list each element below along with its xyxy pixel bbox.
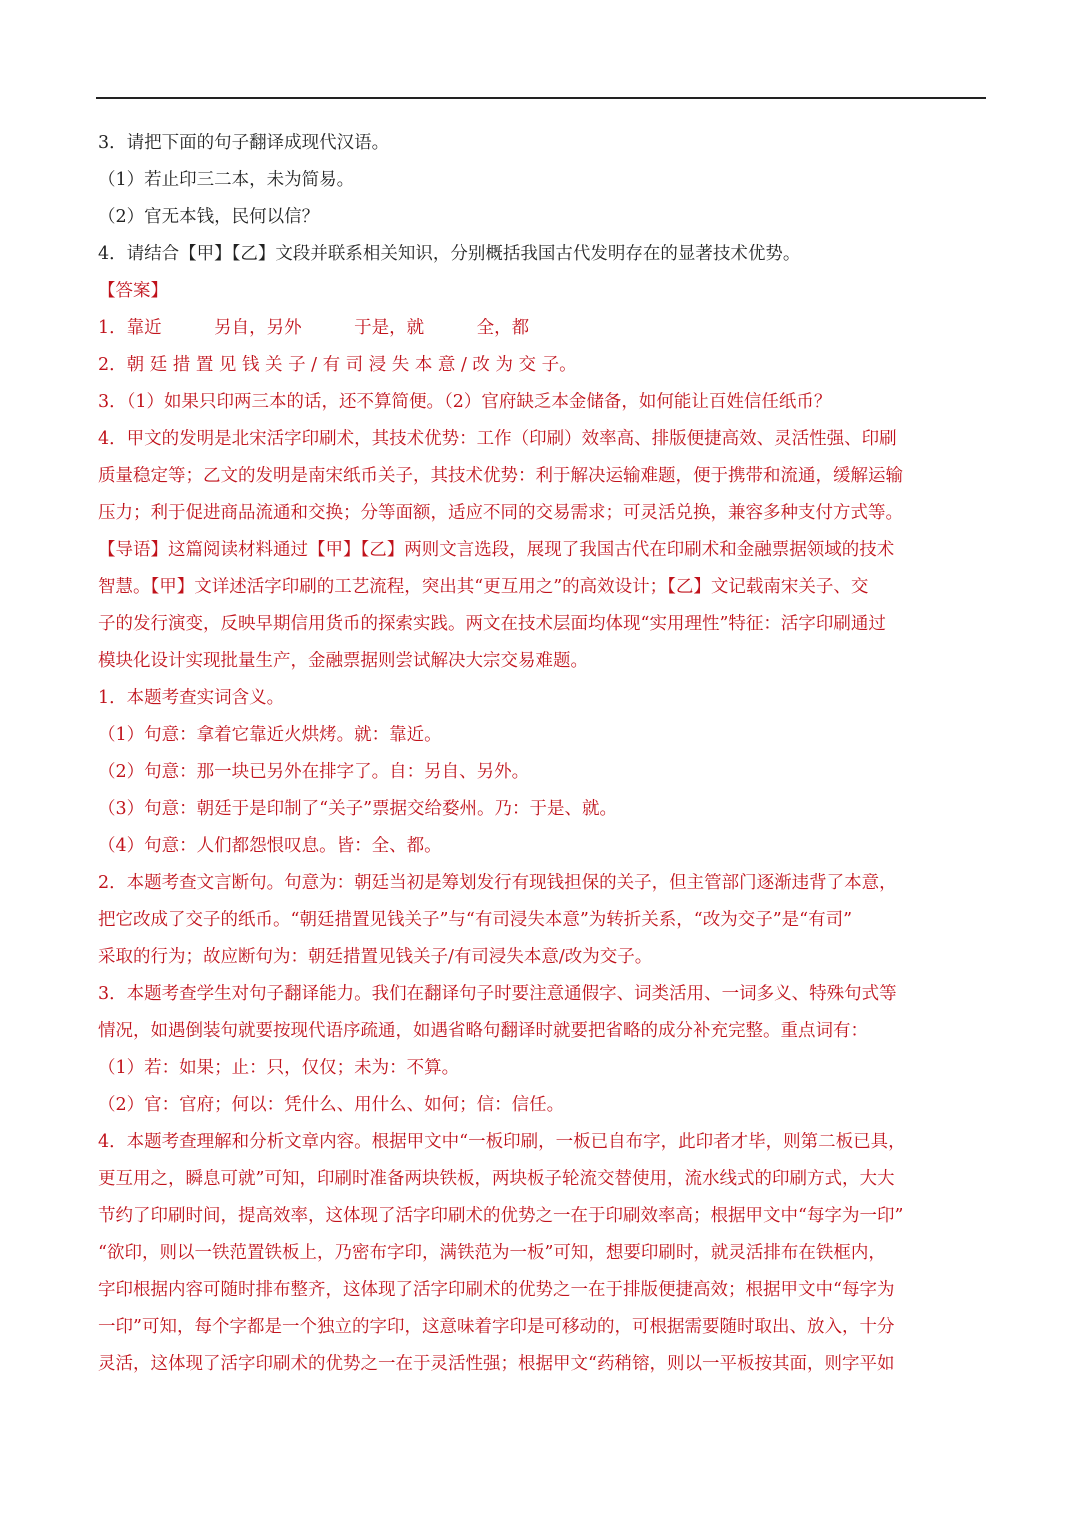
analysis-line: “欲印，则以一铁范置铁板上，乃密布字印，满铁范为一板”可知，想要印刷时，就灵活排布在铁框内， [98,1243,886,1263]
analysis-line: 情况，如遇倒装句就要按现代语序疏通，如遇省略句翻译时就要把省略的成分补充完整。重点词有： [98,1021,868,1041]
answer-line: 3．（1）如果只印两三本的话，还不算简便。（2）官府缺乏本金储备，如何能让百姓信任纸币？ [98,392,832,412]
analysis-line: 采取的行为；故应断句为：朝廷措置见钱关子/有司浸失本意/改为交子。 [98,947,653,967]
answer-line: 1．靠近 另自，另外 于是，就 全，都 [98,318,530,338]
guide-line: 子的发行演变，反映早期信用货币的探索实践。两文在技术层面均体现“实用理性”特征：活字印刷通过 [98,614,886,634]
answer-line: 质量稳定等；乙文的发明是南宋纸币关子，其技术优势：利于解决运输难题，便于携带和流通，缓解运输 [98,466,903,486]
guide-line: 模块化设计实现批量生产，金融票据则尝试解决大宗交易难题。 [98,651,588,671]
analysis-line: 2．本题考查文言断句。句意为：朝廷当初是筹划发行有现钱担保的关子，但主管部门逐渐违背了本意， [98,873,897,893]
answer-line: 2．朝 廷 措 置 见 钱 关 子 / 有 司 浸 失 本 意 / 改 为 交 子。 [98,355,577,375]
question-3-sentence-1: （1）若止印三二本，未为简易。 [98,170,355,190]
analysis-line: 更互用之，瞬息可就”可知，印刷时准备两块铁板，两块板子轮流交替使用，流水线式的印刷方式，大大 [98,1169,895,1189]
question-3-sentence-2: （2）官无本钱，民何以信？ [98,207,320,227]
analysis-line: 字印根据内容可随时排布整齐，这体现了活字印刷术的优势之一在于排版便捷高效；根据甲文中“每字为 [98,1280,895,1300]
answer-label: 【答案】 [98,281,168,301]
analysis-line: （1）句意：拿着它靠近火烘烤。就：靠近。 [98,725,442,745]
analysis-line: （2）官：官府；何以：凭什么、用什么、如何；信：信任。 [98,1095,565,1115]
analysis-line: （4）句意：人们都怨恨叹息。皆：全、都。 [98,836,442,856]
header-rule [96,97,986,99]
analysis-line: （1）若：如果；止：只，仅仅；未为：不算。 [98,1058,460,1078]
guide-line: 智慧。【甲】文详述活字印刷的工艺流程，突出其“更互用之”的高效设计；【乙】文记载南宋关子、交 [98,577,869,597]
analysis-line: 节约了印刷时间，提高效率，这体现了活字印刷术的优势之一在于印刷效率高；根据甲文中“每字为一印” [98,1206,904,1226]
document-body [98,125,978,1383]
analysis-line: 一印”可知，每个字都是一个独立的字印，这意味着字印是可移动的，可根据需要随时取出、放入，十分 [98,1317,895,1337]
question-4: 4．请结合【甲】【乙】文段并联系相关知识，分别概括我国古代发明存在的显著技术优势。 [98,244,801,264]
analysis-line: 灵活，这体现了活字印刷术的优势之一在于灵活性强；根据甲文“药稍镕，则以一平板按其面，则字平如 [98,1354,895,1374]
analysis-line: 3．本题考查学生对句子翻译能力。我们在翻译句子时要注意通假字、词类活用、一词多义、特殊句式等 [98,984,897,1004]
analysis-line: 4．本题考查理解和分析文章内容。根据甲文中“一板印刷，一板已自布字，此印者才毕，则第二板已具， [98,1132,906,1152]
analysis-line: （2）句意：那一块已另外在排字了。自：另自、另外。 [98,762,530,782]
guide-line: 【导语】这篇阅读材料通过【甲】【乙】两则文言选段，展现了我国古代在印刷术和金融票据领域的技术 [98,540,895,560]
answer-line: 压力；利于促进商品流通和交换；分等面额，适应不同的交易需求；可灵活兑换，兼容多种支付方式等。 [98,503,903,523]
analysis-line: 1．本题考查实词含义。 [98,688,285,708]
analysis-line: （3）句意：朝廷于是印制了“关子”票据交给婺州。乃：于是、就。 [98,799,618,819]
analysis-line: 把它改成了交子的纸币。“朝廷措置见钱关子”与“有司浸失本意”为转折关系，“改为交子”是“有司” [98,910,853,930]
answer-line: 4．甲文的发明是北宋活字印刷术，其技术优势：工作（印刷）效率高、排版便捷高效、灵活性强、印刷 [98,429,897,449]
question-3: 3．请把下面的句子翻译成现代汉语。 [98,133,390,153]
